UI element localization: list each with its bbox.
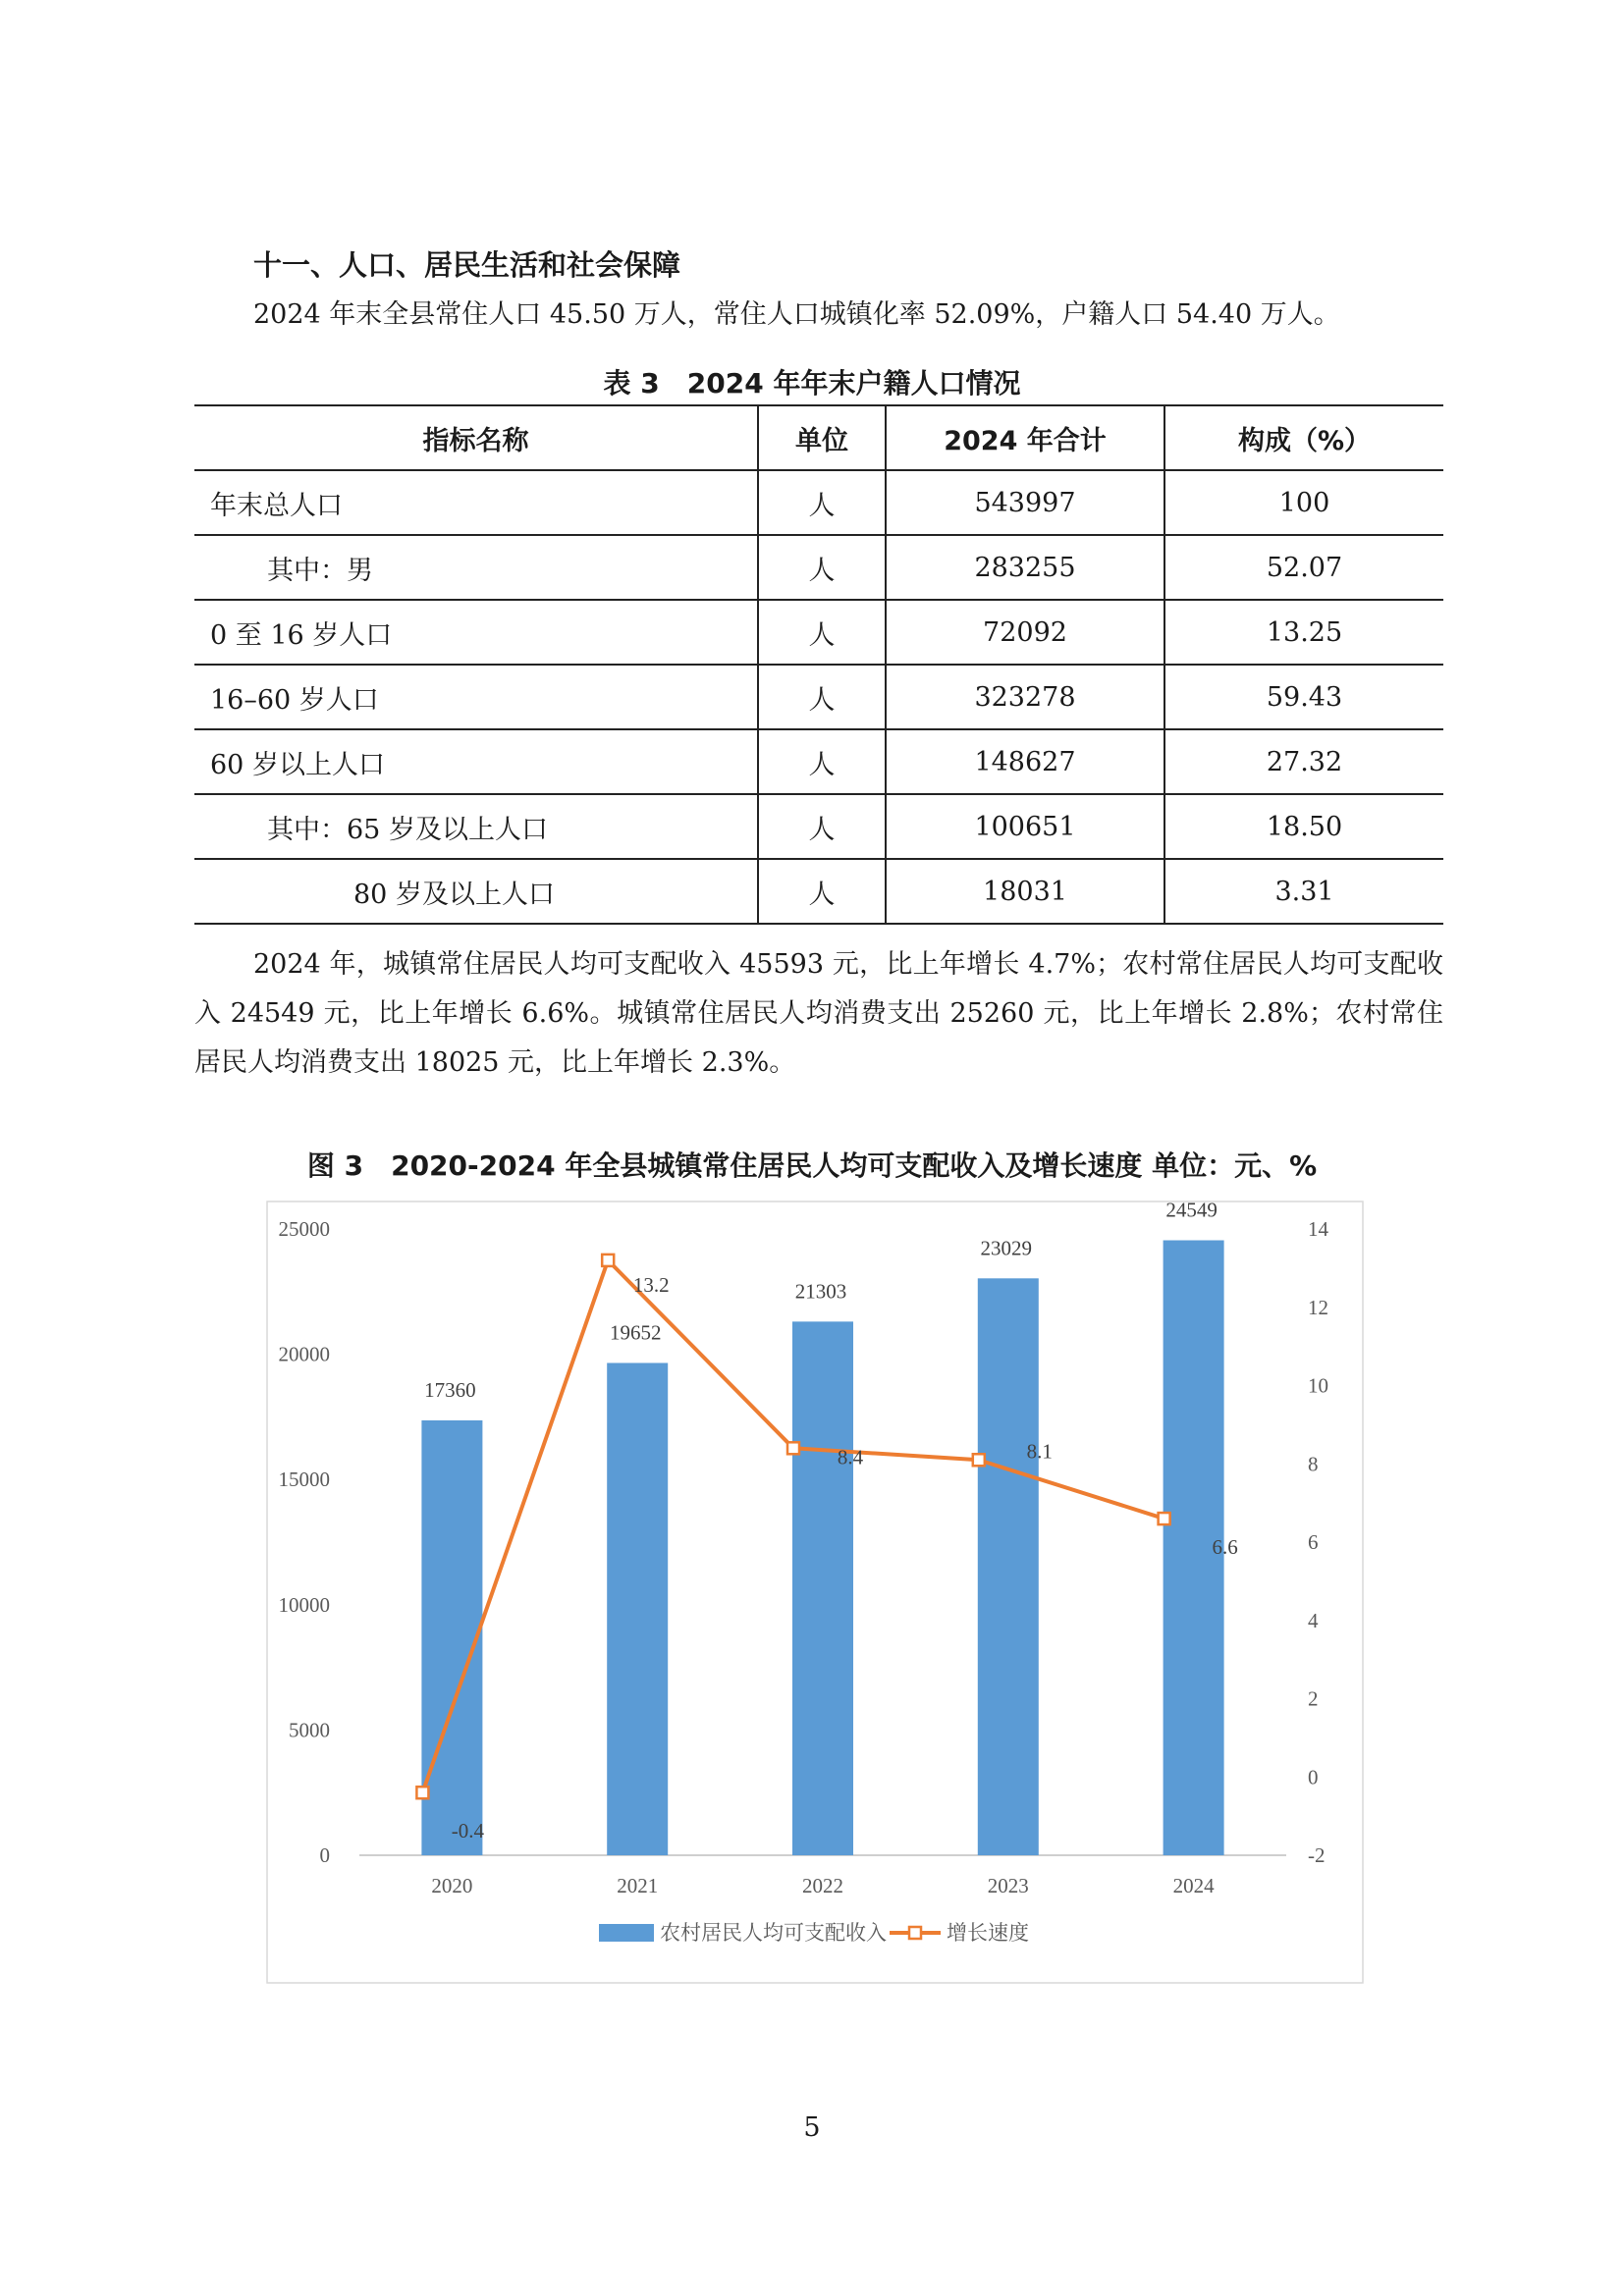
row-name: 其中：65 岁及以上人口: [194, 794, 758, 859]
population-table: [194, 404, 1443, 925]
x-tick-label: 2021: [617, 1874, 659, 1897]
row-share: 27.32: [1164, 729, 1443, 794]
x-tick-label: 2024: [1172, 1874, 1215, 1897]
y-left-tick-label: 5000: [289, 1718, 330, 1742]
line-data-label: 8.1: [1026, 1439, 1053, 1464]
y-left-tick-label: 15000: [278, 1468, 330, 1492]
table-row: [194, 535, 1443, 600]
table-row: [194, 794, 1443, 859]
line-data-label: 8.4: [837, 1445, 864, 1469]
table-row: [194, 470, 1443, 535]
line-point: [416, 1787, 428, 1798]
header-indicator: 指标名称: [194, 405, 758, 470]
row-share: 3.31: [1164, 859, 1443, 924]
legend-swatch-marker: [909, 1927, 921, 1939]
y-right-tick-label: 0: [1308, 1765, 1319, 1789]
line-point: [787, 1442, 799, 1454]
y-right-tick-label: 12: [1308, 1295, 1328, 1319]
row-total: 283255: [886, 535, 1164, 600]
row-unit: 人: [758, 665, 886, 729]
row-name: 60 岁以上人口: [194, 729, 758, 794]
row-share: 100: [1164, 470, 1443, 535]
population-summary: 2024 年末全县常住人口 45.50 万人，常住人口城镇化率 52.09%，户籍人口 54.40 万人。: [253, 299, 1340, 330]
x-tick-label: 2022: [802, 1874, 843, 1897]
y-right-tick-label: 4: [1308, 1608, 1319, 1632]
row-total: 100651: [886, 794, 1164, 859]
bar: [607, 1362, 668, 1855]
bar-data-label: 24549: [1165, 1200, 1218, 1222]
y-left-tick-label: 10000: [278, 1592, 330, 1617]
line-point: [602, 1255, 614, 1266]
table-row: [194, 859, 1443, 924]
legend-label-bar: 农村居民人均可支配收入: [660, 1921, 887, 1945]
bar-data-label: 23029: [980, 1236, 1033, 1260]
table-row: [194, 729, 1443, 794]
bar: [421, 1420, 482, 1855]
bar-data-label: 21303: [794, 1279, 847, 1304]
row-unit: 人: [758, 794, 886, 859]
legend-swatch-bar: [599, 1924, 654, 1942]
page-number: 5: [803, 2112, 821, 2143]
header-share: 构成（%）: [1164, 405, 1443, 470]
line-point: [1159, 1513, 1170, 1524]
x-tick-label: 2020: [431, 1874, 473, 1897]
row-unit: 人: [758, 600, 886, 665]
row-total: 323278: [886, 665, 1164, 729]
row-share: 13.25: [1164, 600, 1443, 665]
bar: [978, 1278, 1039, 1855]
y-right-tick-label: 6: [1308, 1530, 1319, 1554]
income-chart: [265, 1200, 1365, 1985]
line-data-label: 13.2: [632, 1272, 670, 1297]
row-name: 年末总人口: [194, 470, 758, 535]
row-unit: 人: [758, 535, 886, 600]
bar-data-label: 19652: [609, 1320, 662, 1345]
table-header-row: [194, 405, 1443, 470]
y-right-tick-label: 14: [1308, 1217, 1328, 1241]
line-data-label: 6.6: [1212, 1535, 1238, 1560]
legend-label-line: 增长速度: [947, 1921, 1029, 1945]
row-share: 18.50: [1164, 794, 1443, 859]
row-unit: 人: [758, 729, 886, 794]
y-right-tick-label: 8: [1308, 1452, 1319, 1476]
income-paragraph: 2024 年，城镇常住居民人均可支配收入 45593 元，比上年增长 4.7%；农村常住居民人均可支配收入 24549 元，比上年增长 6.6%。城镇常住居民人均消费支出 25260 元，比上年增长 2.8%；农村常住居民人均消费支出 18025 元，比上年增长 2.3%。: [194, 949, 1443, 1078]
table-row: [194, 665, 1443, 729]
row-name: 16–60 岁人口: [194, 665, 758, 729]
section-heading: 十一、人口、居民生活和社会保障: [253, 248, 681, 282]
row-total: 543997: [886, 470, 1164, 535]
row-share: 52.07: [1164, 535, 1443, 600]
income-chart-svg: [265, 1200, 1365, 1985]
row-total: 18031: [886, 859, 1164, 924]
row-total: 72092: [886, 600, 1164, 665]
row-name: 80 岁及以上人口: [194, 859, 758, 924]
header-unit: 单位: [758, 405, 886, 470]
y-left-tick-label: 0: [319, 1843, 330, 1867]
y-left-tick-label: 25000: [278, 1217, 330, 1241]
y-right-tick-label: 2: [1308, 1686, 1319, 1711]
table-caption: 表 3 2024 年年末户籍人口情况: [603, 367, 1021, 400]
row-total: 148627: [886, 729, 1164, 794]
row-unit: 人: [758, 859, 886, 924]
row-unit: 人: [758, 470, 886, 535]
bar-data-label: 17360: [424, 1377, 476, 1402]
x-tick-label: 2023: [987, 1874, 1029, 1897]
line-data-label: -0.4: [451, 1819, 485, 1843]
row-share: 59.43: [1164, 665, 1443, 729]
figure-caption: 图 3 2020-2024 年全县城镇常住居民人均可支配收入及增长速度 单位：元、%: [306, 1149, 1318, 1182]
header-total: 2024 年合计: [886, 405, 1164, 470]
y-right-tick-label: 10: [1308, 1373, 1328, 1398]
y-left-tick-label: 20000: [278, 1342, 330, 1366]
bar: [792, 1321, 853, 1855]
row-name: 0 至 16 岁人口: [194, 600, 758, 665]
y-right-tick-label: -2: [1308, 1843, 1326, 1867]
table-row: [194, 600, 1443, 665]
line-point: [973, 1454, 985, 1466]
row-name: 其中：男: [194, 535, 758, 600]
